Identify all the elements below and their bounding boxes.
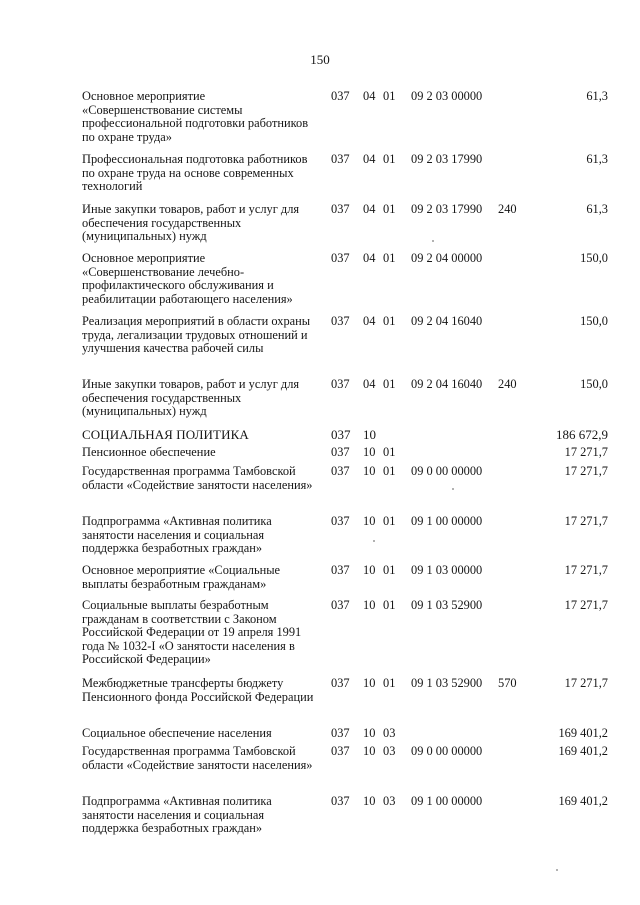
ministry-code: 037 — [331, 377, 350, 391]
subsection-code: 01 — [383, 89, 396, 103]
page-number: 150 — [310, 52, 330, 67]
ministry-code: 037 — [331, 89, 350, 103]
row-amount: 169 401,2 — [558, 744, 608, 758]
scan-speck — [432, 240, 434, 242]
subsection-code: 01 — [383, 152, 396, 166]
section-code: 10 — [363, 794, 376, 808]
row-description: Основное мероприятие «Совершенствование лечебно-профилактического обслуживания и реабилитации работающего населения» — [82, 251, 293, 306]
row-description: Социальные выплаты безработным гражданам в соответствии с Законом Российской Федерации от 19 апреля 1991 года № 1032-I «О занятости населения в Российской Федерации» — [82, 598, 302, 667]
target-item-code: 09 2 03 17990 — [411, 152, 483, 166]
subsection-code: 01 — [383, 445, 396, 459]
subsection-code: 03 — [383, 794, 396, 808]
target-item-code: 09 2 04 16040 — [411, 377, 483, 391]
section-code: 10 — [363, 726, 376, 740]
row-amount: 17 271,7 — [564, 563, 608, 577]
ministry-code: 037 — [331, 445, 350, 459]
subsection-code: 03 — [383, 726, 396, 740]
scan-speck — [373, 540, 375, 542]
row-amount: 150,0 — [580, 314, 608, 328]
target-item-code: 09 1 00 00000 — [411, 514, 483, 528]
expense-type-code: 240 — [498, 202, 517, 216]
section-code: 10 — [363, 676, 376, 690]
target-item-code: 09 1 00 00000 — [411, 794, 483, 808]
row-amount: 169 401,2 — [558, 794, 608, 808]
row-description: Социальное обеспечение населения — [82, 726, 272, 740]
row-description: Основное мероприятие «Совершенствование системы профессиональной подготовки работников по охране труда» — [82, 89, 309, 144]
subsection-code: 01 — [383, 464, 396, 478]
section-code: 04 — [363, 377, 376, 391]
ministry-code: 037 — [331, 427, 351, 442]
row-amount: 61,3 — [586, 89, 608, 103]
expense-type-code: 570 — [498, 676, 517, 690]
target-item-code: 09 0 00 00000 — [411, 744, 483, 758]
section-code: 10 — [363, 464, 376, 478]
ministry-code: 037 — [331, 514, 350, 528]
subsection-code: 01 — [383, 202, 396, 216]
section-code: 04 — [363, 251, 376, 265]
target-item-code: 09 1 03 52900 — [411, 676, 483, 690]
ministry-code: 037 — [331, 152, 350, 166]
target-item-code: 09 1 03 52900 — [411, 598, 483, 612]
row-amount: 17 271,7 — [564, 514, 608, 528]
row-description: Государственная программа Тамбовской области «Содействие занятости населения» — [82, 744, 313, 772]
section-code: 10 — [363, 514, 376, 528]
ministry-code: 037 — [331, 314, 350, 328]
row-amount: 61,3 — [586, 202, 608, 216]
target-item-code: 09 2 03 00000 — [411, 89, 483, 103]
subsection-code: 01 — [383, 563, 396, 577]
expense-type-code: 240 — [498, 377, 517, 391]
target-item-code: 09 1 03 00000 — [411, 563, 483, 577]
section-code: 10 — [363, 744, 376, 758]
subsection-code: 03 — [383, 744, 396, 758]
row-amount: 150,0 — [580, 377, 608, 391]
row-amount: 169 401,2 — [558, 726, 608, 740]
ministry-code: 037 — [331, 794, 350, 808]
section-code: 04 — [363, 89, 376, 103]
ministry-code: 037 — [331, 726, 350, 740]
section-code: 10 — [363, 563, 376, 577]
ministry-code: 037 — [331, 563, 350, 577]
ministry-code: 037 — [331, 251, 350, 265]
ministry-code: 037 — [331, 676, 350, 690]
subsection-code: 01 — [383, 314, 396, 328]
subsection-code: 01 — [383, 514, 396, 528]
row-amount: 17 271,7 — [564, 445, 608, 459]
row-amount: 150,0 — [580, 251, 608, 265]
scan-speck — [452, 488, 454, 490]
subsection-code: 01 — [383, 377, 396, 391]
ministry-code: 037 — [331, 202, 350, 216]
section-code: 10 — [363, 598, 376, 612]
row-description: Подпрограмма «Активная политика занятости населения и социальная поддержка безработных граждан» — [82, 514, 272, 556]
row-description: Иные закупки товаров, работ и услуг для обеспечения государственных (муниципальных) нужд — [82, 202, 300, 244]
row-description: Государственная программа Тамбовской области «Содействие занятости населения» — [82, 464, 313, 492]
subsection-code: 01 — [383, 598, 396, 612]
row-amount: 61,3 — [586, 152, 608, 166]
section-code: 10 — [363, 427, 376, 442]
target-item-code: 09 2 04 00000 — [411, 251, 483, 265]
ministry-code: 037 — [331, 464, 350, 478]
section-code: 04 — [363, 202, 376, 216]
ministry-code: 037 — [331, 744, 350, 758]
row-description: Основное мероприятие «Социальные выплаты безработным гражданам» — [82, 563, 281, 591]
row-amount: 17 271,7 — [564, 676, 608, 690]
section-code: 10 — [363, 445, 376, 459]
section-total-amount: 186 672,9 — [556, 427, 608, 442]
row-description: Иные закупки товаров, работ и услуг для обеспечения государственных (муниципальных) нужд — [82, 377, 300, 419]
ministry-code: 037 — [331, 598, 350, 612]
subsection-code: 01 — [383, 676, 396, 690]
section-code: 04 — [363, 314, 376, 328]
row-amount: 17 271,7 — [564, 464, 608, 478]
section-code: 04 — [363, 152, 376, 166]
scan-speck — [556, 869, 558, 871]
section-title: СОЦИАЛЬНАЯ ПОЛИТИКА — [82, 427, 249, 442]
row-description: Межбюджетные трансферты бюджету Пенсионного фонда Российской Федерации — [82, 676, 314, 704]
target-item-code: 09 2 04 16040 — [411, 314, 483, 328]
row-description: Профессиональная подготовка работников по охране труда на основе современных технологий — [82, 152, 308, 194]
row-amount: 17 271,7 — [564, 598, 608, 612]
target-item-code: 09 2 03 17990 — [411, 202, 483, 216]
subsection-code: 01 — [383, 251, 396, 265]
row-description: Подпрограмма «Активная политика занятости населения и социальная поддержка безработных граждан» — [82, 794, 272, 836]
row-description: Пенсионное обеспечение — [82, 445, 216, 459]
target-item-code: 09 0 00 00000 — [411, 464, 483, 478]
row-description: Реализация мероприятий в области охраны труда, легализации трудовых отношений и улучшения качества рабочей силы — [82, 314, 311, 356]
